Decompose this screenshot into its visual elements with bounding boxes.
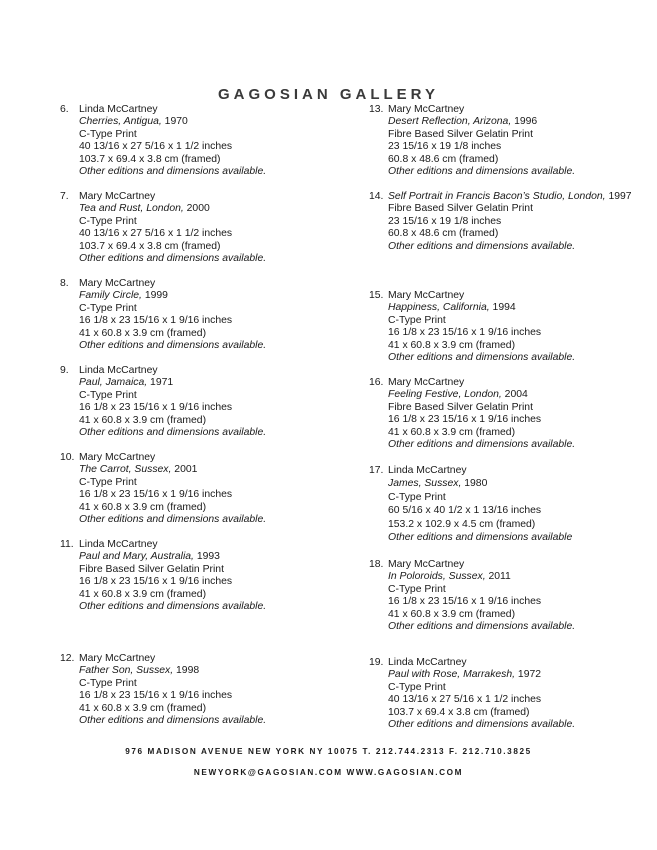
editions-note: Other editions and dimensions available. [79, 514, 267, 526]
editions-note: Other editions and dimensions available. [79, 715, 267, 727]
artwork-year: 2001 [171, 464, 198, 476]
artwork-medium: C-Type Print [79, 128, 137, 140]
artwork-year: 1972 [515, 669, 542, 681]
artwork-year: 1996 [511, 116, 538, 128]
dimensions-cm: 60.8 x 48.6 cm (framed) [388, 228, 499, 240]
artist-name: Mary McCartney [388, 290, 465, 301]
artwork-entry [369, 191, 639, 253]
dimensions-cm: 41 x 60.8 x 3.9 cm (framed) [388, 339, 516, 351]
dimensions-inches: 40 13/16 x 27 5/16 x 1 1/2 inches [79, 228, 233, 240]
editions-note: Other editions and dimensions available. [79, 253, 267, 265]
artwork-year: 1980 [461, 478, 488, 490]
gallery-header: GAGOSIAN GALLERY [218, 86, 439, 103]
artwork-year: 1994 [489, 302, 516, 314]
editions-note: Other editions and dimensions available. [388, 719, 576, 731]
artwork-title: James, Sussex, [388, 478, 462, 490]
dimensions-inches: 60 5/16 x 40 1/2 x 1 13/16 inches [388, 505, 542, 517]
dimensions-cm: 41 x 60.8 x 3.9 cm (framed) [79, 414, 207, 426]
artwork-title: Desert Reflection, Arizona, [388, 116, 512, 128]
artwork-year: 2011 [485, 571, 511, 583]
artwork-medium: C-Type Print [388, 583, 446, 595]
artwork-entry [369, 657, 639, 731]
dimensions-inches: 16 1/8 x 23 15/16 x 1 9/16 inches [388, 327, 542, 339]
dimensions-inches: 16 1/8 x 23 15/16 x 1 9/16 inches [79, 315, 233, 327]
artist-name: Mary McCartney [388, 559, 465, 570]
dimensions-cm: 41 x 60.8 x 3.9 cm (framed) [388, 608, 516, 620]
dimensions-cm: 60.8 x 48.6 cm (framed) [388, 153, 499, 165]
dimensions-inches: 16 1/8 x 23 15/16 x 1 9/16 inches [79, 576, 233, 588]
artist-name: Linda McCartney [388, 657, 467, 668]
artist-name: Mary McCartney [79, 452, 156, 463]
dimensions-inches: 16 1/8 x 23 15/16 x 1 9/16 inches [79, 402, 233, 414]
dimensions-inches: 16 1/8 x 23 15/16 x 1 9/16 inches [79, 690, 233, 702]
dimensions-cm: 41 x 60.8 x 3.9 cm (framed) [79, 327, 207, 339]
dimensions-cm: 41 x 60.8 x 3.9 cm (framed) [79, 588, 207, 600]
artwork-medium: C-Type Print [79, 302, 137, 314]
artwork-medium: C-Type Print [79, 677, 137, 689]
artwork-title: Father Son, Sussex, [79, 665, 174, 677]
dimensions-cm: 103.7 x 69.4 x 3.8 cm (framed) [79, 153, 221, 165]
artwork-entry [369, 559, 639, 633]
artwork-medium: C-Type Print [79, 389, 137, 401]
artwork-year: 1999 [141, 290, 168, 302]
artwork-medium: Fibre Based Silver Gelatin Print [388, 128, 533, 140]
dimensions-inches: 23 15/16 x 19 1/8 inches [388, 215, 502, 227]
artwork-title: Family Circle, [79, 290, 142, 302]
artwork-entry [60, 191, 330, 265]
artwork-entry [60, 452, 330, 526]
artwork-title: Feeling Festive, London, [388, 389, 502, 401]
artwork-year: 1970 [161, 116, 188, 128]
dimensions-inches: 16 1/8 x 23 15/16 x 1 9/16 inches [79, 489, 233, 501]
entry-number: 11. [60, 539, 74, 550]
dimensions-cm: 103.7 x 69.4 x 3.8 cm (framed) [388, 706, 530, 718]
artwork-entry [60, 539, 330, 613]
entry-number: 8. [60, 278, 69, 289]
artwork-medium: C-Type Print [388, 314, 446, 326]
artist-name: Mary McCartney [79, 653, 156, 664]
artwork-medium: Fibre Based Silver Gelatin Print [79, 563, 224, 575]
artwork-year: 1997 [605, 191, 632, 202]
artwork-medium: Fibre Based Silver Gelatin Print [388, 203, 533, 215]
artwork-entry [60, 104, 330, 178]
artist-name: Linda McCartney [79, 539, 158, 550]
artwork-entry [369, 290, 639, 364]
artwork-medium: C-Type Print [79, 215, 137, 227]
artwork-year: 2000 [183, 203, 210, 215]
artwork-title: Paul, Jamaica, [79, 377, 148, 389]
artwork-medium: C-Type Print [388, 681, 446, 693]
entry-number: 17. [369, 465, 384, 476]
artist-name: Mary McCartney [79, 278, 156, 289]
dimensions-inches: 40 13/16 x 27 5/16 x 1 1/2 inches [79, 141, 233, 153]
dimensions-inches: 23 15/16 x 19 1/8 inches [388, 141, 502, 153]
dimensions-cm: 153.2 x 102.9 x 4.5 cm (framed) [388, 518, 536, 530]
entry-number: 18. [369, 559, 384, 570]
entry-number: 10. [60, 452, 75, 463]
editions-note: Other editions and dimensions available. [79, 427, 267, 439]
artwork-year: 1971 [147, 377, 174, 389]
dimensions-cm: 41 x 60.8 x 3.9 cm (framed) [79, 702, 207, 714]
artist-name: Mary McCartney [388, 377, 465, 388]
artist-name: Linda McCartney [79, 365, 158, 376]
artist-name: Linda McCartney [79, 104, 158, 115]
artwork-year: 2004 [501, 389, 528, 401]
artwork-entry [60, 653, 330, 727]
artwork-title: Happiness, California, [388, 302, 490, 314]
editions-note: Other editions and dimensions available. [79, 601, 267, 613]
entry-number: 16. [369, 377, 384, 388]
artwork-medium: C-Type Print [388, 491, 446, 503]
artwork-entry [369, 104, 639, 178]
editions-note: Other editions and dimensions available. [79, 340, 267, 352]
entry-number: 19. [369, 657, 384, 668]
artwork-title: Cherries, Antigua, [79, 116, 162, 128]
entry-number: 6. [60, 104, 69, 115]
editions-note: Other editions and dimensions available. [388, 352, 576, 364]
editions-note: Other editions and dimensions available. [388, 439, 576, 451]
artist-name: Mary McCartney [388, 104, 465, 115]
entry-number: 13. [369, 104, 384, 115]
dimensions-inches: 40 13/16 x 27 5/16 x 1 1/2 inches [388, 694, 542, 706]
entry-number: 14. [369, 191, 384, 202]
editions-note: Other editions and dimensions available. [388, 166, 576, 178]
dimensions-cm: 41 x 60.8 x 3.9 cm (framed) [388, 426, 516, 438]
editions-note: Other editions and dimensions available. [388, 240, 576, 252]
entry-number: 7. [60, 191, 69, 202]
dimensions-cm: 41 x 60.8 x 3.9 cm (framed) [79, 501, 207, 513]
artwork-year: 1993 [193, 551, 220, 563]
artwork-year: 1998 [173, 665, 200, 677]
footer-contact: NEWYORK@GAGOSIAN.COM WWW.GAGOSIAN.COM [193, 768, 464, 777]
artwork-title: Self Portrait in Francis Bacon’s Studio, London, [388, 191, 606, 202]
artwork-entry [60, 365, 330, 439]
entry-number: 15. [369, 290, 384, 301]
artwork-title: In Poloroids, Sussex, [388, 571, 486, 583]
artwork-medium: C-Type Print [79, 476, 137, 488]
artwork-entry [369, 377, 639, 451]
dimensions-inches: 16 1/8 x 23 15/16 x 1 9/16 inches [388, 414, 542, 426]
artist-name: Linda McCartney [388, 465, 467, 476]
entry-number: 9. [60, 365, 69, 376]
artwork-title: The Carrot, Sussex, [79, 464, 172, 476]
entry-number: 12. [60, 653, 75, 664]
editions-note: Other editions and dimensions available [388, 532, 573, 544]
footer-address: 976 MADISON AVENUE NEW YORK NY 10075 T. 212.744.2313 F. 212.710.3825 [125, 747, 532, 756]
dimensions-cm: 103.7 x 69.4 x 3.8 cm (framed) [79, 240, 221, 252]
artist-name: Mary McCartney [79, 191, 156, 202]
artwork-title: Paul and Mary, Australia, [79, 551, 194, 563]
artwork-entry [60, 278, 330, 352]
editions-note: Other editions and dimensions available. [79, 166, 267, 178]
artwork-entry [369, 464, 639, 544]
artwork-medium: Fibre Based Silver Gelatin Print [388, 401, 533, 413]
dimensions-inches: 16 1/8 x 23 15/16 x 1 9/16 inches [388, 596, 542, 608]
editions-note: Other editions and dimensions available. [388, 621, 576, 633]
artwork-title: Tea and Rust, London, [79, 203, 184, 215]
artwork-title: Paul with Rose, Marrakesh, [388, 669, 516, 681]
